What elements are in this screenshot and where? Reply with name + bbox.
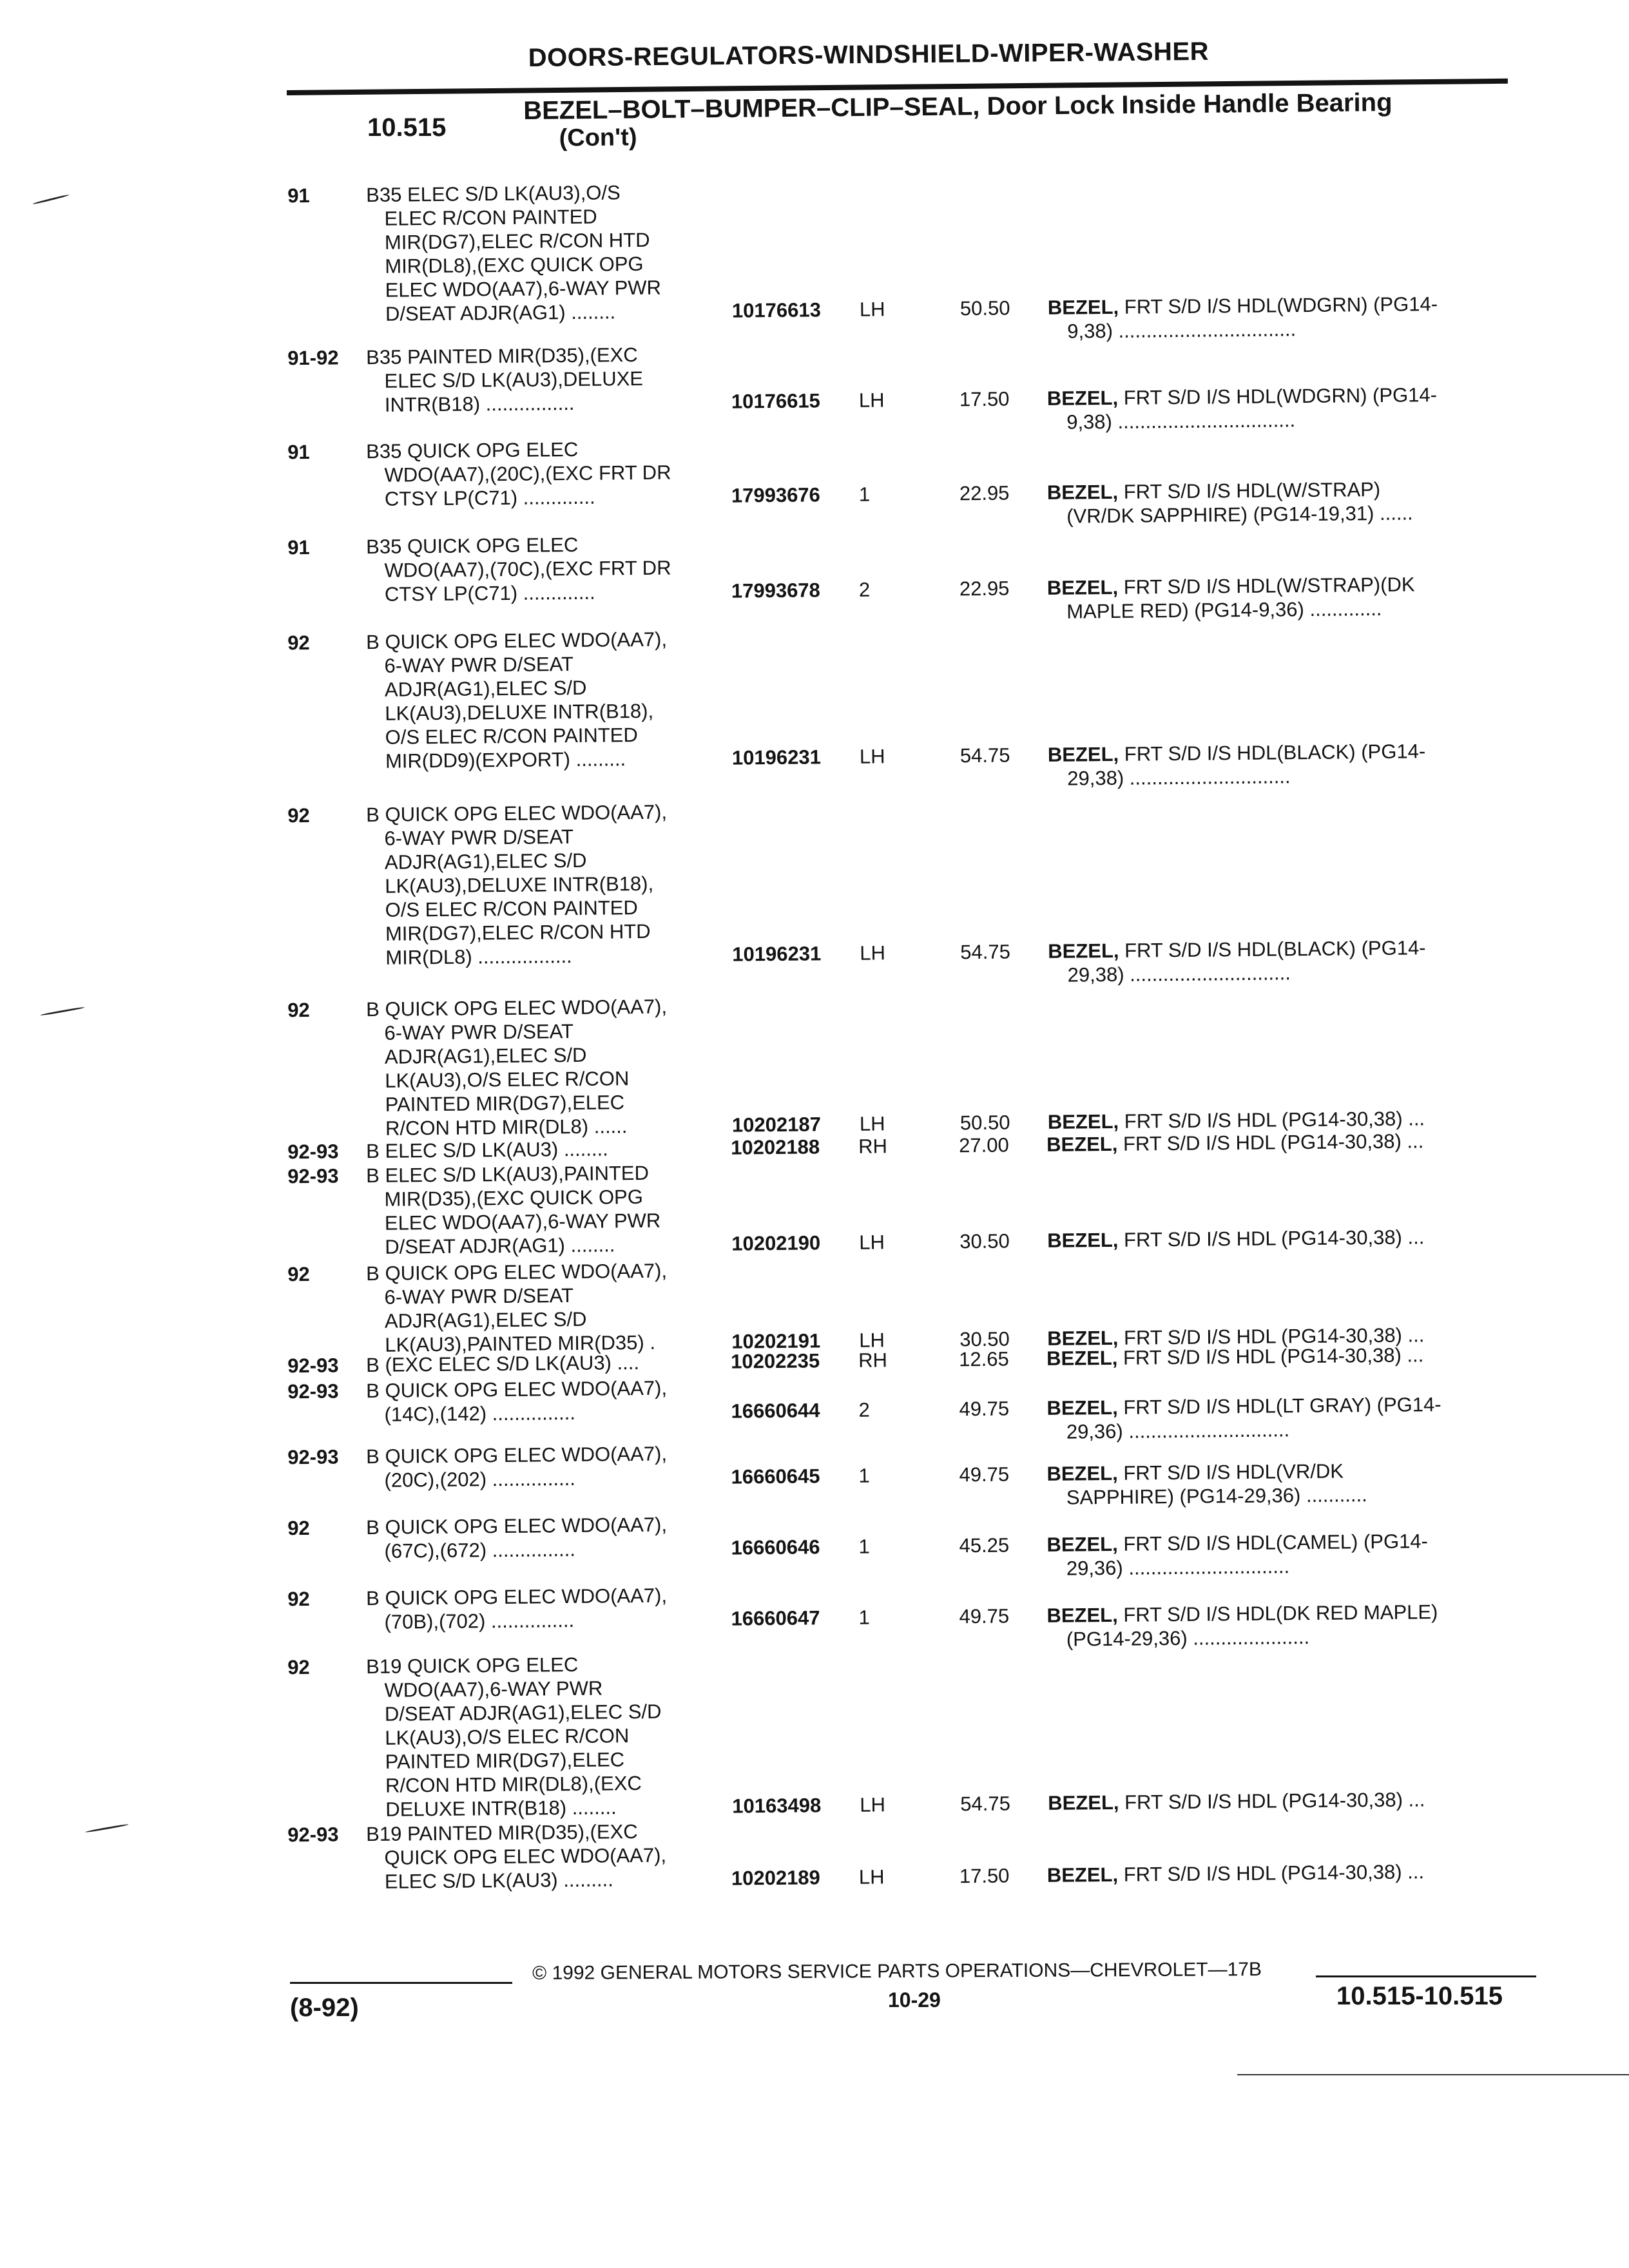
quantity-or-side: LH bbox=[859, 1231, 885, 1254]
application-line: B (EXC ELEC S/D LK(AU3) .... bbox=[366, 1350, 640, 1377]
application-line: ELEC WDO(AA7),6-WAY PWR bbox=[385, 276, 662, 302]
section-number: 10.515 bbox=[367, 113, 447, 142]
part-number: 17993676 bbox=[731, 483, 820, 507]
part-number: 10202190 bbox=[731, 1231, 821, 1255]
application-description bbox=[366, 437, 671, 512]
part-name: BEZEL, bbox=[1046, 1132, 1118, 1156]
footer-section-range: 10.515-10.515 bbox=[1336, 1982, 1503, 2010]
application-line: 6-WAY PWR D/SEAT bbox=[384, 1019, 574, 1044]
part-number: 10202187 bbox=[731, 1113, 822, 1137]
price: 54.75 bbox=[959, 744, 1010, 767]
part-number: 10176615 bbox=[731, 389, 820, 413]
part-name: BEZEL, bbox=[1047, 1326, 1119, 1350]
application-description bbox=[366, 1259, 668, 1357]
application-line: R/CON HTD MIR(DL8),(EXC bbox=[385, 1771, 642, 1797]
model-year: 91 bbox=[287, 184, 310, 207]
part-name: BEZEL, bbox=[1047, 742, 1119, 766]
application-line: QUICK OPG ELEC WDO(AA7), bbox=[384, 1843, 667, 1869]
application-line: B ELEC S/D LK(AU3),PAINTED bbox=[366, 1161, 650, 1187]
quantity-or-side: 1 bbox=[858, 1606, 870, 1629]
part-description-line: MAPLE RED) (PG14-9,36) ............. bbox=[1066, 597, 1382, 623]
application-description bbox=[366, 343, 643, 417]
application-line: MIR(DG7),ELEC R/CON HTD bbox=[384, 228, 650, 254]
part-description bbox=[1047, 1860, 1425, 1887]
part-description-text: FRT S/D I/S HDL(LT GRAY) (PG14- bbox=[1123, 1393, 1441, 1419]
part-description-line: 29,38) ............................. bbox=[1067, 961, 1291, 986]
application-line: (14C),(142) ............... bbox=[384, 1401, 576, 1426]
price: 54.75 bbox=[960, 1792, 1011, 1816]
part-number: 17993678 bbox=[731, 579, 820, 602]
application-line: MIR(DD9)(EXPORT) ......... bbox=[385, 747, 626, 773]
application-line: WDO(AA7),(70C),(EXC FRT DR bbox=[384, 556, 671, 582]
application-line: MIR(D35),(EXC QUICK OPG bbox=[384, 1185, 644, 1211]
part-name: BEZEL, bbox=[1046, 386, 1119, 410]
model-year: 92 bbox=[287, 1262, 310, 1286]
model-year: 92-93 bbox=[287, 1140, 339, 1164]
parts-list-entry bbox=[0, 985, 1629, 1140]
part-description-line bbox=[1048, 1787, 1425, 1815]
application-line: 6-WAY PWR D/SEAT bbox=[384, 1283, 574, 1309]
application-line: PAINTED MIR(DG7),ELEC bbox=[385, 1748, 625, 1773]
quantity-or-side: LH bbox=[860, 1793, 886, 1816]
application-line: B QUICK OPG ELEC WDO(AA7), bbox=[366, 1584, 668, 1610]
part-description-line bbox=[1046, 1529, 1428, 1557]
part-description-text: FRT S/D I/S HDL (PG14-30,38) ... bbox=[1123, 1323, 1425, 1349]
part-number: 16660646 bbox=[731, 1535, 820, 1559]
application-line: (67C),(672) ............... bbox=[384, 1537, 576, 1562]
application-line: B35 QUICK OPG ELEC bbox=[366, 437, 579, 463]
part-description-line bbox=[1047, 477, 1413, 504]
application-line: B QUICK OPG ELEC WDO(AA7), bbox=[366, 628, 668, 654]
part-description-line bbox=[1046, 1129, 1424, 1157]
part-description-text: FRT S/D I/S HDL(BLACK) (PG14- bbox=[1124, 936, 1426, 962]
model-year: 91 bbox=[287, 440, 310, 464]
part-description-line bbox=[1046, 1343, 1424, 1370]
part-description bbox=[1046, 1129, 1424, 1157]
part-number: 10202188 bbox=[731, 1135, 820, 1159]
part-description-line: 29,36) ............................. bbox=[1066, 1555, 1290, 1580]
application-line: MIR(DL8) ................. bbox=[385, 945, 572, 969]
part-description-text: FRT S/D I/S HDL(WDGRN) (PG14- bbox=[1124, 293, 1438, 318]
quantity-or-side: RH bbox=[858, 1349, 888, 1372]
price: 45.25 bbox=[959, 1533, 1010, 1557]
application-line: WDO(AA7),6-WAY PWR bbox=[384, 1677, 603, 1702]
application-line: WDO(AA7),(20C),(EXC FRT DR bbox=[384, 461, 671, 486]
quantity-or-side: 2 bbox=[858, 578, 871, 601]
application-line: B QUICK OPG ELEC WDO(AA7), bbox=[366, 1259, 668, 1285]
quantity-or-side: 1 bbox=[858, 1535, 870, 1558]
model-year: 92-93 bbox=[287, 1379, 339, 1403]
application-description bbox=[366, 800, 668, 970]
application-line: 6-WAY PWR D/SEAT bbox=[384, 652, 574, 677]
price: 54.75 bbox=[960, 940, 1011, 964]
application-line: (70B),(702) ............... bbox=[384, 1608, 575, 1633]
application-line: LK(AU3),O/S ELEC R/CON bbox=[385, 1067, 630, 1092]
part-description bbox=[1046, 1459, 1367, 1510]
application-line: ADJR(AG1),ELEC S/D bbox=[384, 676, 587, 701]
application-description bbox=[366, 995, 668, 1140]
part-description-line bbox=[1046, 1600, 1438, 1628]
model-year: 92-93 bbox=[287, 1823, 339, 1847]
application-line: D/SEAT ADJR(AG1) ........ bbox=[385, 1233, 615, 1258]
application-description bbox=[366, 1376, 668, 1427]
part-description bbox=[1048, 292, 1438, 343]
part-name: BEZEL, bbox=[1047, 1228, 1119, 1252]
application-line: CTSY LP(C71) ............. bbox=[384, 581, 595, 606]
application-line: D/SEAT ADJR(AG1),ELEC S/D bbox=[384, 1700, 662, 1725]
part-number: 10202189 bbox=[731, 1866, 820, 1890]
part-description-text: FRT S/D I/S HDL (PG14-30,38) ... bbox=[1123, 1129, 1424, 1155]
part-description-line: 9,38) ................................ bbox=[1067, 318, 1296, 343]
application-line: R/CON HTD MIR(DL8) ...... bbox=[385, 1115, 628, 1140]
part-description-line: 29,38) ............................. bbox=[1067, 765, 1291, 790]
part-name: BEZEL, bbox=[1046, 1396, 1118, 1419]
quantity-or-side: RH bbox=[858, 1135, 888, 1158]
section-continued: (Con't) bbox=[559, 124, 637, 152]
part-number: 10202235 bbox=[731, 1349, 820, 1373]
application-line: B QUICK OPG ELEC WDO(AA7), bbox=[366, 1442, 668, 1468]
application-line: LK(AU3),DELUXE INTR(B18), bbox=[385, 872, 654, 898]
part-description bbox=[1046, 1343, 1424, 1370]
price: 50.50 bbox=[959, 1111, 1010, 1135]
application-line: B QUICK OPG ELEC WDO(AA7), bbox=[366, 800, 668, 827]
price: 49.75 bbox=[959, 1397, 1010, 1421]
application-line: DELUXE INTR(B18) ........ bbox=[385, 1796, 617, 1821]
part-description bbox=[1048, 936, 1426, 987]
part-description bbox=[1047, 572, 1415, 623]
part-description-line bbox=[1047, 1860, 1425, 1887]
part-description-line bbox=[1047, 572, 1415, 599]
parts-list-entry bbox=[0, 1503, 1629, 1580]
part-name: BEZEL, bbox=[1047, 295, 1119, 319]
part-description bbox=[1046, 1392, 1441, 1444]
application-line: ELEC WDO(AA7),6-WAY PWR bbox=[384, 1209, 661, 1235]
model-year: 92-93 bbox=[287, 1354, 339, 1378]
page-header-title: DOORS-REGULATORS-WINDSHIELD-WIPER-WASHER bbox=[528, 37, 1210, 73]
application-line: B19 QUICK OPG ELEC bbox=[366, 1653, 579, 1678]
application-line: INTR(B18) ................ bbox=[384, 391, 575, 416]
part-name: BEZEL, bbox=[1048, 1791, 1119, 1814]
part-number: 10163498 bbox=[732, 1794, 822, 1818]
application-description bbox=[366, 1350, 639, 1377]
model-year: 92 bbox=[287, 631, 310, 655]
application-line: O/S ELEC R/CON PAINTED bbox=[385, 724, 638, 749]
quantity-or-side: LH bbox=[858, 389, 885, 412]
model-year: 91-92 bbox=[287, 346, 339, 370]
part-description-text: FRT S/D I/S HDL (PG14-30,38) ... bbox=[1124, 1107, 1425, 1133]
price: 50.50 bbox=[959, 296, 1010, 320]
price: 27.00 bbox=[958, 1133, 1009, 1157]
part-description bbox=[1048, 739, 1426, 791]
application-line: (20C),(202) ............... bbox=[384, 1466, 576, 1492]
application-line: ELEC S/D LK(AU3),DELUXE bbox=[384, 367, 644, 392]
model-year: 92-93 bbox=[287, 1445, 339, 1469]
part-description-text: FRT S/D I/S HDL(VR/DK bbox=[1123, 1459, 1344, 1485]
application-line: B QUICK OPG ELEC WDO(AA7), bbox=[366, 1513, 668, 1539]
price: 49.75 bbox=[959, 1463, 1010, 1486]
application-line: ADJR(AG1),ELEC S/D bbox=[384, 849, 587, 874]
model-year: 92-93 bbox=[287, 1164, 339, 1188]
quantity-or-side: LH bbox=[859, 1329, 885, 1352]
part-name: BEZEL, bbox=[1046, 1603, 1118, 1627]
model-year: 92 bbox=[287, 998, 310, 1022]
part-number: 10196231 bbox=[732, 942, 822, 966]
part-number: 16660644 bbox=[731, 1399, 820, 1423]
quantity-or-side: LH bbox=[859, 298, 885, 321]
application-line: B19 PAINTED MIR(D35),(EXC bbox=[366, 1820, 638, 1846]
part-number: 10196231 bbox=[731, 745, 822, 769]
model-year: 92 bbox=[287, 803, 310, 827]
application-line: LK(AU3),O/S ELEC R/CON bbox=[385, 1724, 630, 1749]
part-name: BEZEL, bbox=[1047, 1110, 1119, 1133]
parts-list-entry bbox=[0, 171, 1629, 343]
model-year: 92 bbox=[287, 1587, 310, 1611]
application-description bbox=[366, 1584, 668, 1634]
application-description bbox=[366, 180, 661, 326]
model-year: 91 bbox=[287, 535, 310, 559]
part-description-text: FRT S/D I/S HDL(BLACK) (PG14- bbox=[1124, 740, 1426, 765]
part-name: BEZEL, bbox=[1046, 1863, 1119, 1887]
part-description-text: FRT S/D I/S HDL(WDGRN) (PG14- bbox=[1123, 383, 1438, 409]
part-description-line bbox=[1046, 1392, 1441, 1420]
section-title-text: BEZEL–BOLT–BUMPER–CLIP–SEAL, Door Lock Inside Handle Bearing bbox=[523, 88, 1393, 125]
part-description-line: (PG14-29,36) ..................... bbox=[1066, 1626, 1310, 1651]
application-description bbox=[366, 1820, 667, 1894]
footer-revision: (8-92) bbox=[290, 1994, 359, 2022]
application-description bbox=[366, 1137, 608, 1163]
part-description bbox=[1048, 1787, 1425, 1815]
part-name: BEZEL, bbox=[1046, 1461, 1118, 1485]
part-name: BEZEL, bbox=[1046, 1532, 1118, 1556]
application-line: ELEC S/D LK(AU3) ......... bbox=[384, 1868, 613, 1893]
price: 12.65 bbox=[958, 1347, 1009, 1371]
application-line: CTSY LP(C71) ............. bbox=[384, 485, 595, 510]
part-description-line bbox=[1047, 1225, 1425, 1253]
price: 49.75 bbox=[959, 1604, 1010, 1628]
application-line: B QUICK OPG ELEC WDO(AA7), bbox=[366, 1376, 668, 1403]
price: 17.50 bbox=[959, 1864, 1010, 1888]
price: 30.50 bbox=[959, 1327, 1010, 1351]
application-line: B35 ELEC S/D LK(AU3),O/S bbox=[366, 181, 621, 207]
model-year: 92 bbox=[287, 1655, 310, 1679]
part-description-text: FRT S/D I/S HDL (PG14-30,38) ... bbox=[1123, 1343, 1424, 1369]
quantity-or-side: LH bbox=[860, 941, 886, 965]
application-description bbox=[366, 628, 668, 773]
quantity-or-side: LH bbox=[858, 1865, 885, 1888]
part-name: BEZEL, bbox=[1046, 575, 1119, 599]
application-line: B ELEC S/D LK(AU3) ........ bbox=[366, 1137, 608, 1163]
part-number: 10202191 bbox=[731, 1329, 821, 1353]
part-description-line bbox=[1046, 1459, 1367, 1486]
price: 30.50 bbox=[959, 1229, 1010, 1253]
part-description-line bbox=[1048, 739, 1426, 767]
part-description-line: 29,36) ............................. bbox=[1066, 1418, 1290, 1443]
footer-copyright: © 1992 GENERAL MOTORS SERVICE PARTS OPERATIONS—CHEVROLET—17B bbox=[532, 1959, 1262, 1984]
application-line: PAINTED MIR(DG7),ELEC bbox=[385, 1091, 625, 1116]
part-number: 16660647 bbox=[731, 1606, 820, 1630]
price: 17.50 bbox=[959, 387, 1010, 411]
part-description-line: 9,38) ................................ bbox=[1066, 408, 1296, 434]
application-description bbox=[366, 1161, 661, 1259]
application-description bbox=[366, 1513, 668, 1563]
application-line: ADJR(AG1),ELEC S/D bbox=[384, 1307, 587, 1332]
parts-list-entry bbox=[0, 791, 1629, 986]
part-name: BEZEL, bbox=[1046, 1346, 1118, 1370]
part-description bbox=[1047, 477, 1413, 528]
part-name: BEZEL, bbox=[1048, 939, 1119, 963]
part-description-text: FRT S/D I/S HDL(DK RED MAPLE) bbox=[1123, 1600, 1438, 1626]
part-description-text: FRT S/D I/S HDL (PG14-30,38) ... bbox=[1123, 1225, 1425, 1251]
price: 22.95 bbox=[959, 577, 1010, 601]
quantity-or-side: 2 bbox=[858, 1398, 870, 1421]
application-line: 6-WAY PWR D/SEAT bbox=[384, 825, 574, 850]
part-description-text: FRT S/D I/S HDL(CAMEL) (PG14- bbox=[1123, 1530, 1429, 1555]
part-description-text: FRT S/D I/S HDL(W/STRAP)(DK bbox=[1123, 573, 1415, 599]
application-line: LK(AU3),DELUXE INTR(B18), bbox=[385, 699, 654, 725]
part-description-line: SAPPHIRE) (PG14-29,36) ........... bbox=[1066, 1483, 1367, 1509]
part-number: 10176613 bbox=[731, 298, 822, 322]
part-name: BEZEL, bbox=[1046, 480, 1119, 504]
application-description bbox=[366, 1652, 662, 1821]
quantity-or-side: LH bbox=[859, 745, 885, 768]
quantity-or-side: 1 bbox=[858, 483, 871, 506]
application-description bbox=[366, 532, 671, 607]
part-description-text: FRT S/D I/S HDL (PG14-30,38) ... bbox=[1124, 1788, 1425, 1814]
application-line: LK(AU3),PAINTED MIR(D35) . bbox=[385, 1331, 656, 1356]
footer-rule-right bbox=[1316, 1975, 1536, 1977]
footer-rule-left bbox=[290, 1982, 512, 1984]
part-description-line bbox=[1048, 936, 1426, 963]
part-description bbox=[1047, 383, 1438, 434]
price: 22.95 bbox=[959, 481, 1010, 505]
part-description bbox=[1047, 1225, 1425, 1253]
part-description-line: (VR/DK SAPPHIRE) (PG14-19,31) ...... bbox=[1066, 501, 1413, 528]
application-line: ELEC R/CON PAINTED bbox=[384, 205, 597, 230]
application-line: MIR(DG7),ELEC R/CON HTD bbox=[385, 919, 651, 945]
application-line: ADJR(AG1),ELEC S/D bbox=[384, 1043, 587, 1068]
part-description-line bbox=[1047, 383, 1437, 410]
part-description-line bbox=[1048, 292, 1438, 320]
part-description bbox=[1046, 1529, 1428, 1581]
footer-page-number: 10-29 bbox=[888, 1988, 941, 2012]
part-description bbox=[1046, 1600, 1438, 1651]
application-line: MIR(DL8),(EXC QUICK OPG bbox=[385, 252, 644, 278]
application-line: B35 QUICK OPG ELEC bbox=[366, 533, 579, 559]
model-year: 92 bbox=[287, 1516, 310, 1540]
scan-line-artifact bbox=[1237, 2074, 1629, 2075]
application-description bbox=[366, 1442, 668, 1492]
part-description-text: FRT S/D I/S HDL (PG14-30,38) ... bbox=[1123, 1860, 1425, 1886]
part-number: 16660645 bbox=[731, 1465, 820, 1488]
quantity-or-side: 1 bbox=[858, 1464, 870, 1487]
application-line: B QUICK OPG ELEC WDO(AA7), bbox=[366, 995, 668, 1021]
application-line: D/SEAT ADJR(AG1) ........ bbox=[385, 300, 616, 325]
quantity-or-side: LH bbox=[859, 1112, 885, 1135]
application-line: B35 PAINTED MIR(D35),(EXC bbox=[366, 343, 638, 369]
application-line: O/S ELEC R/CON PAINTED bbox=[385, 896, 638, 921]
part-description-text: FRT S/D I/S HDL(W/STRAP) bbox=[1123, 477, 1381, 503]
